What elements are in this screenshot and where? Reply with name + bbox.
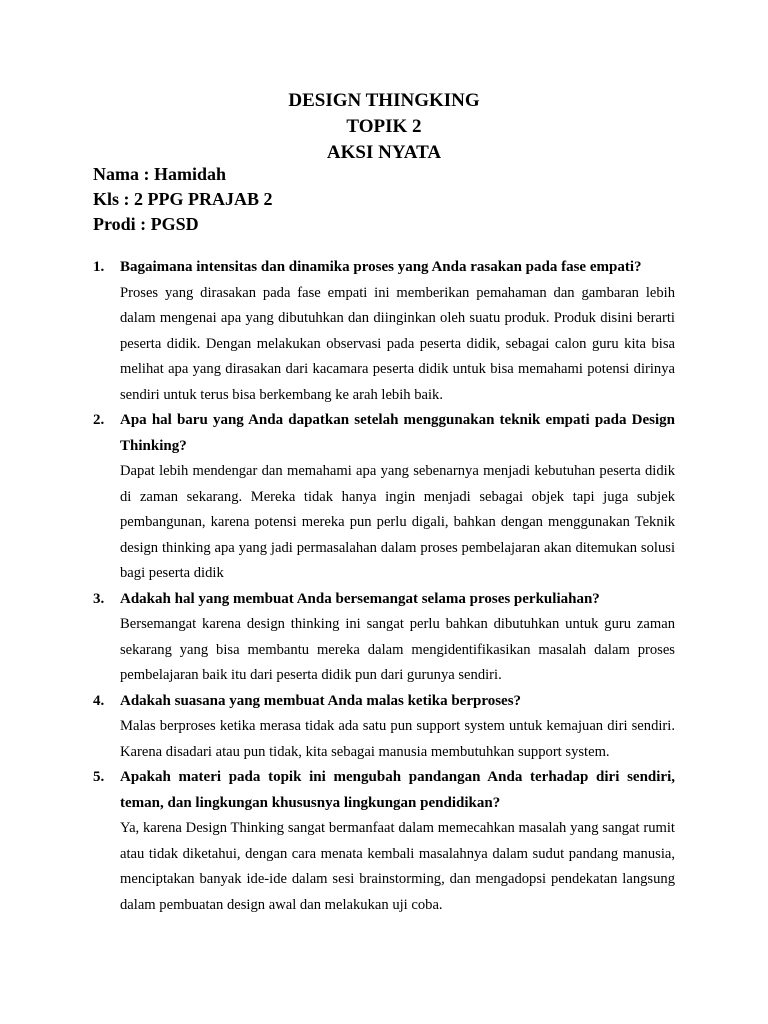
answer-text: Dapat lebih mendengar dan memahami apa yang sebenarnya menjadi kebutuhan peserta didik di zaman sekarang. Mereka tidak hanya ingin menjadi sebagai objek tapi juga subjek pembangunan, karena potensi mereka pun perlu digali, bahkan dengan menggunakan Teknik design thinking apa yang jadi permasalahan dalam proses pembelajaran akan ditemukan solusi bagi peserta didik: [120, 463, 675, 581]
document-title: [0, 88, 768, 166]
list-item: [93, 689, 675, 766]
list-item: [93, 255, 675, 408]
list-item: [93, 408, 675, 587]
item-number: 3.: [93, 590, 105, 607]
title-line-2: TOPIK 2: [346, 116, 422, 137]
question-text: Apa hal baru yang Anda dapatkan setelah menggunakan teknik empati pada Design Thinking?: [120, 412, 675, 454]
question-text: Bagaimana intensitas dan dinamika proses yang Anda rasakan pada fase empati?: [120, 259, 642, 275]
answer-text: Proses yang dirasakan pada fase empati ini memberikan pemahaman dan gambaran lebih dalam mengenai apa yang dibutuhkan dan diinginkan oleh suatu produk. Produk disini berarti peserta didik. Dengan melakukan observasi pada peserta didik, sebagai calon guru kita bisa melihat apa yang dirasakan dari kacamara peserta didik untuk bisa memahami potensi dirinya sendiri untuk terus bisa berkembang ke arah lebih baik.: [120, 284, 675, 403]
student-name: Nama : Hamidah: [93, 164, 227, 184]
title-line-1: DESIGN THINGKING: [288, 90, 480, 111]
item-number: 2.: [93, 412, 105, 428]
question-text: Adakah suasana yang membuat Anda malas ketika berproses?: [120, 692, 522, 709]
question-text: Apakah materi pada topik ini mengubah pandangan Anda terhadap diri sendiri, teman, dan lingkungan khususnya lingkungan pendidikan?: [120, 769, 675, 811]
answer-text: Malas berproses ketika merasa tidak ada satu pun support system untuk kemajuan diri sendiri. Karena disadari atau pun tidak, kita sebagai manusia membutuhkan support system.: [120, 718, 675, 760]
item-number: 5.: [93, 769, 105, 785]
answer-text: Ya, karena Design Thinking sangat bermanfaat dalam memecahkan masalah yang sangat rumit atau tidak diketahui, dengan cara menata kembali masalahnya dalam sudut pandang manusia, menciptakan banyak ide-ide dalam sesi brainstorming, dan mengadopsi pendekatan langsung dalam pembuatan design awal dan melakukan uji coba.: [120, 820, 675, 913]
question-text: Adakah hal yang membuat Anda bersemangat selama proses perkuliahan?: [120, 590, 600, 607]
list-item: [93, 587, 675, 689]
item-number: 4.: [93, 692, 105, 709]
list-item: [93, 765, 675, 918]
identity-block: [93, 162, 273, 237]
student-prodi: Prodi : PGSD: [93, 214, 199, 234]
question-list: [93, 255, 675, 918]
student-class: Kls : 2 PPG PRAJAB 2: [93, 189, 273, 209]
item-number: 1.: [93, 259, 105, 275]
title-line-3: AKSI NYATA: [326, 142, 442, 163]
answer-text: Bersemangat karena design thinking ini sangat perlu bahkan dibutuhkan untuk guru zaman sekarang yang bisa membantu mereka dalam mengidentifikasikan masalah dalam proses pembelajaran baik itu dari peserta didik pun dari gurunya sendiri.: [120, 616, 675, 683]
